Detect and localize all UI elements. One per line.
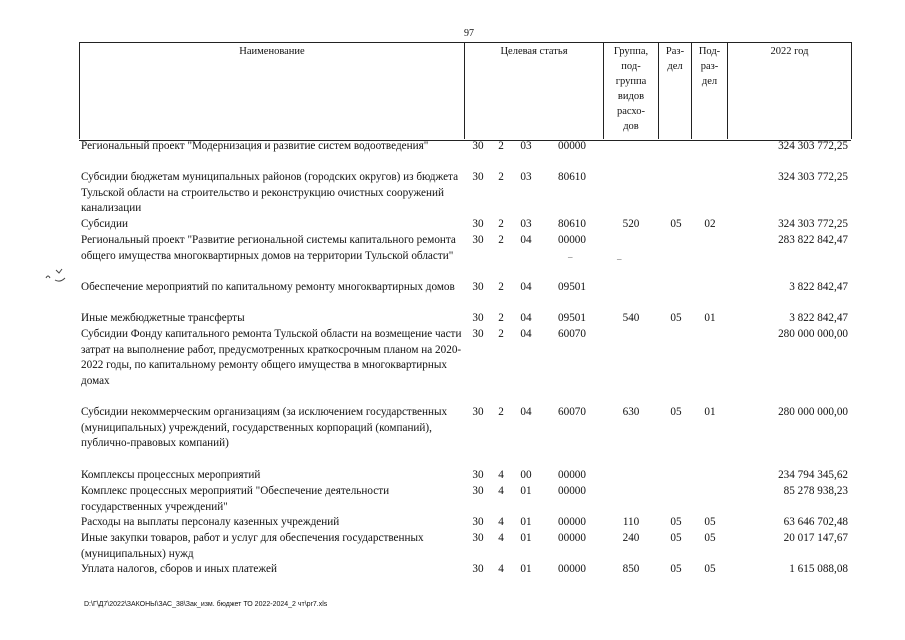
row-target-4: 00000 [558, 469, 586, 481]
row-name: Уплата налогов, сборов и иных платежей [81, 563, 277, 575]
header-line: дов [623, 121, 639, 132]
header-name: Наименование [239, 46, 305, 57]
row-target-3: 03 [520, 171, 532, 183]
row-name: Комплекс процессных мероприятий "Обеспечение деятельности государственных учреждений" [81, 485, 390, 513]
row-target-4: 09501 [558, 312, 586, 324]
row-expense-type: 110 [622, 516, 640, 528]
header-subsection [692, 44, 727, 89]
row-target-1: 30 [472, 532, 484, 544]
row-expense-type: 850 [622, 563, 640, 575]
row-target-4: 09501 [558, 281, 586, 293]
row-amount: 280 000 000,00 [778, 406, 848, 418]
header-line: под- [621, 61, 641, 72]
row-target-1: 30 [472, 171, 484, 183]
row-target-4: 00000 [558, 516, 586, 528]
row-target-2: 2 [498, 218, 504, 230]
file-path-footer: D:\Г\Д7\2022\ЗАКОНЫ\ЗАС_38\Зак_изм. бюджет ТО 2022-2024_2 чт\pr7.xls [84, 601, 328, 608]
row-target-3: 00 [520, 469, 532, 481]
row-target-3: 04 [520, 234, 532, 246]
row-target-1: 30 [472, 469, 484, 481]
row-subsection: 01 [704, 312, 716, 324]
row-target-4: 00000 [558, 563, 586, 575]
row-amount: 280 000 000,00 [778, 328, 848, 340]
header-line: дел [701, 76, 718, 87]
row-name: Комплексы процессных мероприятий [81, 469, 261, 481]
row-expense-type: 520 [622, 218, 640, 230]
row-target-3: 03 [520, 140, 532, 152]
row-target-1: 30 [472, 406, 484, 418]
header-group [604, 44, 658, 134]
row-subsection: 05 [704, 532, 716, 544]
header-section [659, 44, 691, 74]
header-line: видов [617, 91, 645, 102]
row-subsection: 05 [704, 563, 716, 575]
row-target-1: 30 [472, 563, 484, 575]
row-section: 05 [670, 516, 682, 528]
row-target-3: 04 [520, 328, 532, 340]
row-name: Субсидии Фонду капитального ремонта Тульской области на возмещение части затрат на выполнение работ, предусмотренных краткосрочным планом на 2020-2022 годы, по капитальному ремонту общего имущества в многоквартирных домах [81, 328, 462, 387]
header-border-right [851, 42, 852, 139]
page-number: 97 [464, 28, 474, 39]
row-target-4: 60070 [558, 328, 586, 340]
row-target-2: 2 [498, 281, 504, 293]
header-year: 2022 год [770, 46, 809, 57]
row-target-1: 30 [472, 140, 484, 152]
row-target-4: 00000 [558, 485, 586, 497]
row-target-3: 01 [520, 532, 532, 544]
row-expense-type: 240 [622, 532, 640, 544]
row-target-3: 01 [520, 485, 532, 497]
row-amount: 234 794 345,62 [778, 469, 848, 481]
scan-speck: – [568, 252, 573, 262]
header-line: группа [615, 76, 647, 87]
row-amount: 20 017 147,67 [783, 532, 848, 544]
row-target-2: 4 [498, 563, 504, 575]
row-target-2: 4 [498, 516, 504, 528]
header-line: Под- [698, 46, 721, 57]
row-target-4: 00000 [558, 140, 586, 152]
row-target-2: 2 [498, 140, 504, 152]
row-name: Субсидии [81, 218, 128, 230]
row-amount: 324 303 772,25 [778, 218, 848, 230]
row-target-2: 2 [498, 328, 504, 340]
row-name: Региональный проект "Модернизация и развитие систем водоотведения" [81, 140, 429, 152]
row-amount: 63 646 702,48 [783, 516, 848, 528]
row-amount: 3 822 842,47 [789, 281, 848, 293]
row-section: 05 [670, 563, 682, 575]
row-target-3: 04 [520, 281, 532, 293]
row-target-1: 30 [472, 328, 484, 340]
row-target-1: 30 [472, 485, 484, 497]
row-target-2: 4 [498, 469, 504, 481]
row-subsection: 02 [704, 218, 716, 230]
row-target-4: 00000 [558, 532, 586, 544]
row-target-2: 2 [498, 406, 504, 418]
row-target-3: 01 [520, 516, 532, 528]
header-line: Раз- [665, 46, 685, 57]
row-name: Субсидии некоммерческим организациям (за исключением государственных (муниципальных) учреждений, государственных корпораций (компаний), публично-правовых компаний) [81, 406, 448, 450]
row-amount: 1 615 088,08 [789, 563, 848, 575]
row-target-2: 2 [498, 234, 504, 246]
header-target: Целевая статья [500, 46, 568, 57]
scan-speck: – [617, 254, 622, 264]
row-name: Региональный проект "Развитие региональной системы капитального ремонта общего имущества многоквартирных домов на территории Тульской области" [81, 234, 456, 262]
row-section: 05 [670, 312, 682, 324]
row-target-2: 2 [498, 171, 504, 183]
row-section: 05 [670, 532, 682, 544]
row-name: Субсидии бюджетам муниципальных районов (городских округов) из бюджета Тульской области на строительство и реконструкцию очистных сооружений канализации [81, 171, 459, 215]
header-line: Группа, [613, 46, 649, 57]
row-subsection: 01 [704, 406, 716, 418]
row-target-3: 03 [520, 218, 532, 230]
row-target-2: 4 [498, 485, 504, 497]
header-line: раз- [700, 61, 719, 72]
row-target-3: 04 [520, 406, 532, 418]
row-target-4: 00000 [558, 234, 586, 246]
row-target-2: 4 [498, 532, 504, 544]
row-target-1: 30 [472, 312, 484, 324]
pen-scribble-mark [42, 264, 76, 286]
row-target-3: 04 [520, 312, 532, 324]
row-target-4: 60070 [558, 406, 586, 418]
row-target-2: 2 [498, 312, 504, 324]
row-target-1: 30 [472, 234, 484, 246]
row-amount: 3 822 842,47 [789, 312, 848, 324]
row-expense-type: 630 [622, 406, 640, 418]
row-amount: 324 303 772,25 [778, 171, 848, 183]
row-name: Иные закупки товаров, работ и услуг для обеспечения государственных (муниципальных) нужд [81, 532, 424, 560]
row-name: Иные межбюджетные трансферты [81, 312, 245, 324]
row-name: Обеспечение мероприятий по капитальному ремонту многоквартирных домов [81, 281, 455, 293]
row-section: 05 [670, 406, 682, 418]
row-target-4: 80610 [558, 218, 586, 230]
row-amount: 324 303 772,25 [778, 140, 848, 152]
row-name: Расходы на выплаты персоналу казенных учреждений [81, 516, 340, 528]
header-line: расхо- [616, 106, 646, 117]
row-amount: 85 278 938,23 [783, 485, 848, 497]
row-target-4: 80610 [558, 171, 586, 183]
row-target-1: 30 [472, 218, 484, 230]
row-target-1: 30 [472, 516, 484, 528]
row-target-1: 30 [472, 281, 484, 293]
header-line: дел [667, 61, 683, 72]
row-target-3: 01 [520, 563, 532, 575]
row-expense-type: 540 [622, 312, 640, 324]
row-amount: 283 822 842,47 [778, 234, 848, 246]
row-subsection: 05 [704, 516, 716, 528]
row-section: 05 [670, 218, 682, 230]
